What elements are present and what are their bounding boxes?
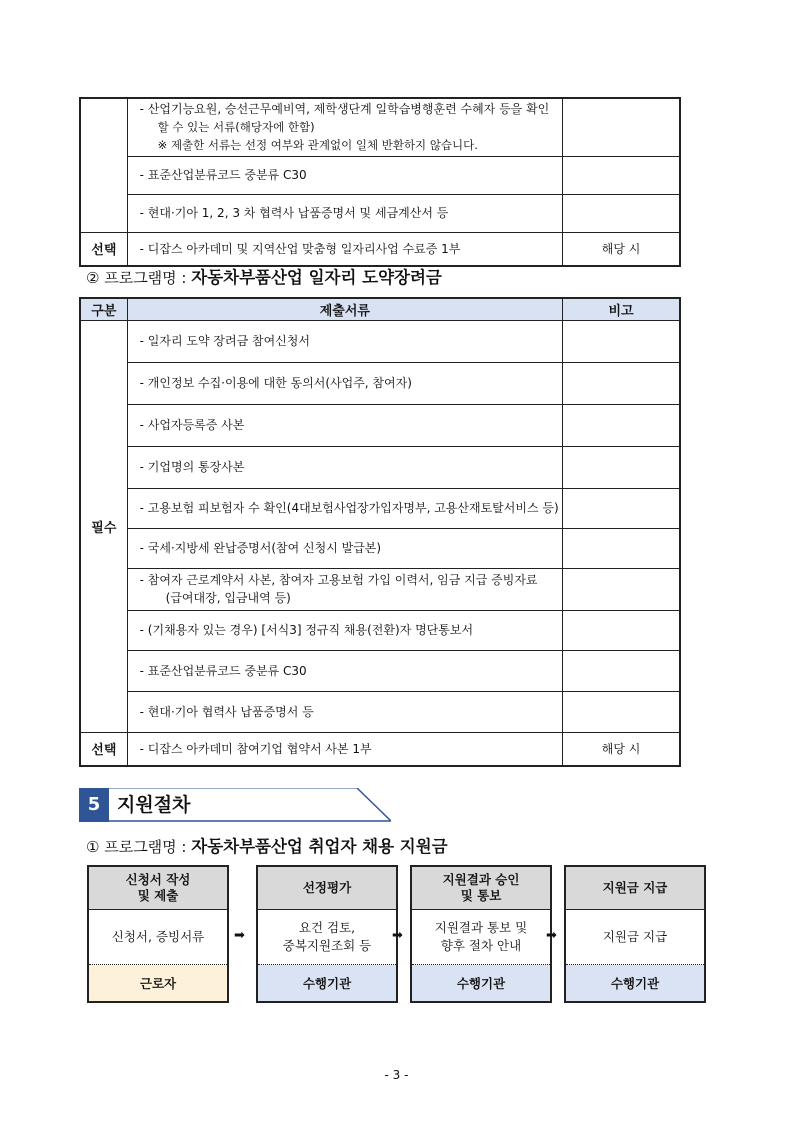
table-row [80, 362, 680, 404]
page-number: - 3 - [384, 1068, 409, 1082]
flow-step-evaluation [256, 865, 398, 1003]
note-cell [563, 156, 680, 194]
arrow-right-icon: ➡ [392, 928, 403, 943]
document-cell: - 표준산업분류코드 중분류 C30 [127, 650, 562, 691]
document-cell: - (기채용자 있는 경우) [서식3] 정규직 채용(전환)자 명단통보서 [127, 610, 562, 650]
category-cell: 필수 [80, 320, 127, 732]
section-number: 5 [79, 788, 109, 822]
step-description: 지원금 지급 [566, 910, 704, 965]
note-cell [563, 528, 680, 568]
document-cell: - 사업자등록증 사본 [127, 404, 562, 446]
note-cell [563, 98, 680, 156]
step-description: 요건 검토, 중복지원조회 등 [258, 910, 396, 965]
header-note: 비고 [563, 298, 680, 320]
document-cell: - 일자리 도약 장려금 참여신청서 [127, 320, 562, 362]
step-description: 신청서, 증빙서류 [89, 910, 227, 965]
category-cell: 선택 [80, 732, 127, 766]
program-heading-1: ① 프로그램명 : 자동차부품산업 취업자 채용 지원금 [86, 837, 448, 856]
table-row [80, 232, 680, 266]
note-cell: 해당 시 [563, 232, 680, 266]
table-row [80, 446, 680, 488]
arrow-right-icon: ➡ [546, 928, 557, 943]
step-actor: 수행기관 [258, 965, 396, 1001]
document-cell: - 기업명의 통장사본 [127, 446, 562, 488]
table-row [80, 194, 680, 232]
note-cell: 해당 시 [563, 732, 680, 766]
note-cell [563, 488, 680, 528]
document-cell: - 디잡스 아카데미 및 지역산업 맞춤형 일자리사업 수료증 1부 [127, 232, 562, 266]
flow-step-approval [410, 865, 552, 1003]
header-category: 구분 [80, 298, 127, 320]
documents-table-1 [79, 97, 681, 267]
note-cell [563, 691, 680, 732]
step-actor: 근로자 [89, 965, 227, 1001]
note-cell [563, 446, 680, 488]
document-cell: - 현대·기아 협력사 납품증명서 등 [127, 691, 562, 732]
table-row [80, 320, 680, 362]
document-cell: - 디잡스 아카데미 참여기업 협약서 사본 1부 [127, 732, 562, 766]
document-cell: - 산업기능요원, 승선근무예비역, 제학생단계 일학습병행훈련 수혜자 등을 확인 할 수 있는 서류(해당자에 한함) ※ 제출한 서류는 선정 여부와 관계없이 일체 반환하지 않습니다. [127, 98, 562, 156]
note-cell [563, 194, 680, 232]
note-cell [563, 650, 680, 691]
step-actor: 수행기관 [566, 965, 704, 1001]
document-cell: - 현대·기아 1, 2, 3 차 협력사 납품증명서 및 세금계산서 등 [127, 194, 562, 232]
table-row [80, 610, 680, 650]
program-heading-2: ② 프로그램명 : 자동차부품산업 일자리 도약장려금 [86, 268, 442, 287]
note-cell [563, 320, 680, 362]
table-row [80, 528, 680, 568]
document-cell: - 고용보험 피보험자 수 확인(4대보험사업장가입자명부, 고용산재토탈서비스 등) [127, 488, 562, 528]
table-row [80, 156, 680, 194]
step-title: 지원금 지급 [566, 867, 704, 910]
document-cell: - 개인정보 수집·이용에 대한 동의서(사업주, 참여자) [127, 362, 562, 404]
step-title: 신청서 작성 및 제출 [89, 867, 227, 910]
arrow-right-icon: ➡ [234, 928, 245, 943]
table-row [80, 98, 680, 156]
step-title: 지원결과 승인 및 통보 [412, 867, 550, 910]
note-cell [563, 362, 680, 404]
documents-table-2 [79, 297, 681, 767]
category-cell [80, 98, 127, 232]
table-row [80, 732, 680, 766]
header-documents: 제출서류 [127, 298, 562, 320]
table-row [80, 568, 680, 610]
note-cell [563, 404, 680, 446]
step-title: 선정평가 [258, 867, 396, 910]
table-row [80, 488, 680, 528]
document-cell: - 국세·지방세 완납증명서(참여 신청시 발급본) [127, 528, 562, 568]
note-cell [563, 610, 680, 650]
table-row [80, 650, 680, 691]
note-cell [563, 568, 680, 610]
step-description: 지원결과 통보 및 향후 절차 안내 [412, 910, 550, 965]
table-row [80, 691, 680, 732]
section-title: 지원절차 [117, 794, 191, 816]
step-actor: 수행기관 [412, 965, 550, 1001]
table-header-row [80, 298, 680, 320]
flow-step-payment [564, 865, 706, 1003]
flow-step-apply [87, 865, 229, 1003]
table-row [80, 404, 680, 446]
document-cell: - 참여자 근로계약서 사본, 참여자 고용보험 가입 이력서, 임금 지급 증빙자료 (급여대장, 입금내역 등) [127, 568, 562, 610]
document-cell: - 표준산업분류코드 중분류 C30 [127, 156, 562, 194]
section-5-heading [79, 788, 391, 822]
category-cell: 선택 [80, 232, 127, 266]
